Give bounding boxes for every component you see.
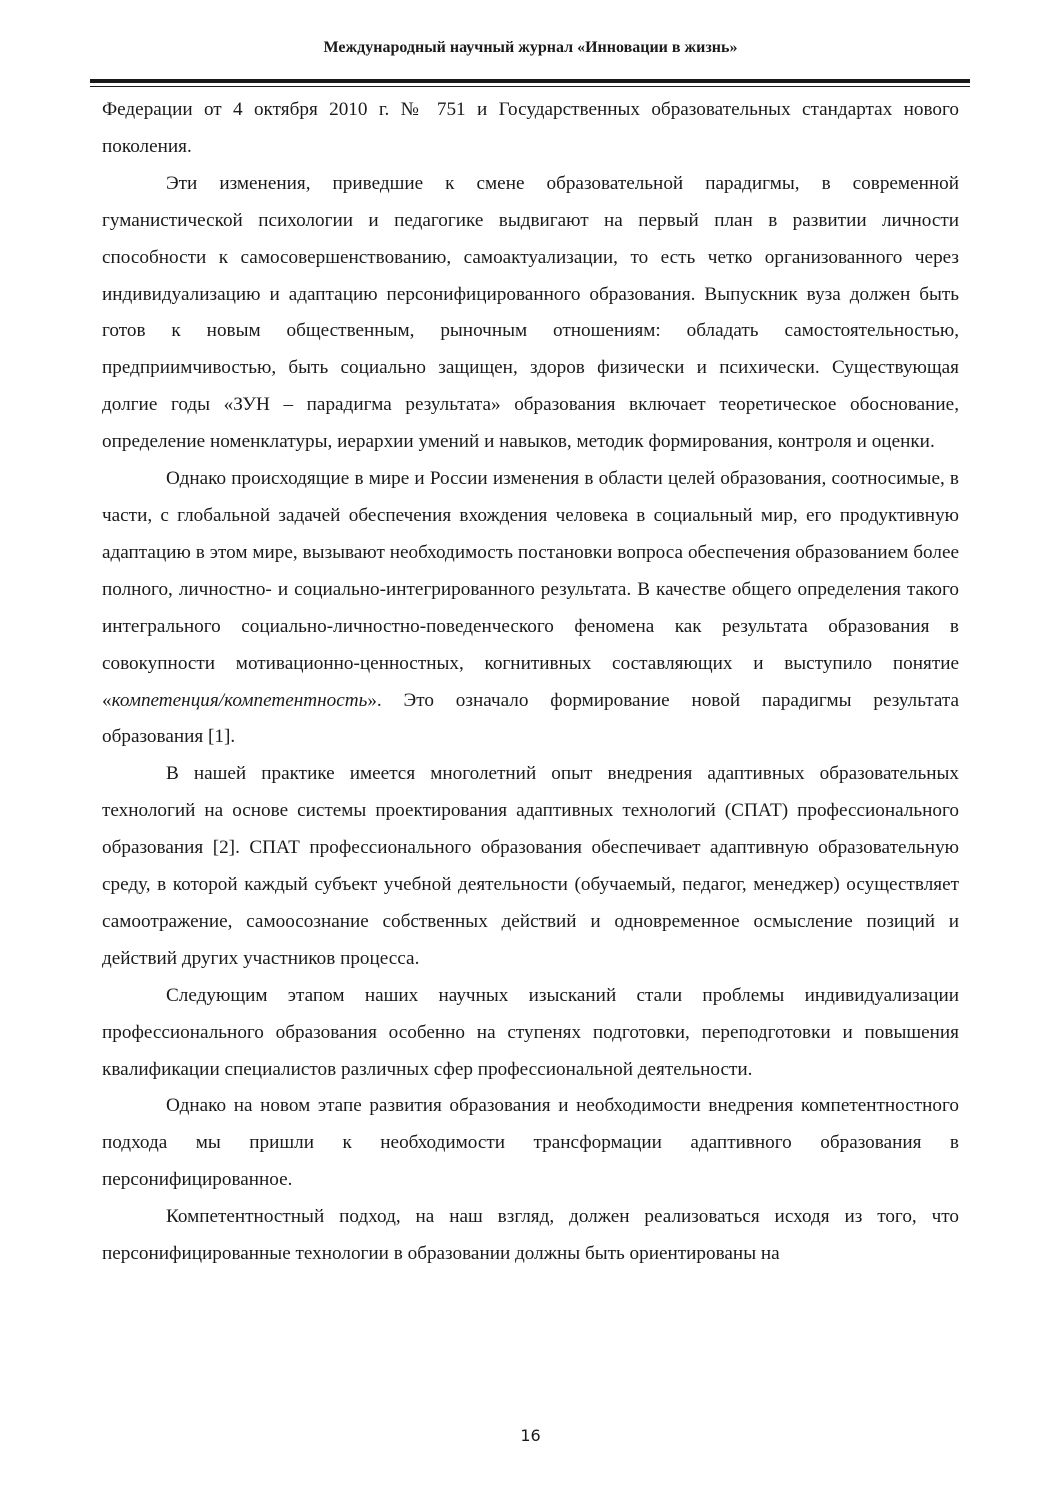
paragraph-2: Эти изменения, приведшие к смене образовательной парадигмы, в современной гуманистической психологии и педагогике выдвигают на первый план в развитии личности способности к самосовершенствованию, самоактуализации, то есть четко организованного через индивидуализацию и адаптацию персонифицированного образования. Выпускник вуза должен быть готов к новым общественным, рыночным отношениям: обладать самостоятельностью, предприимчивостью, быть социально защищен, здоров физически и психически. Существующая долгие годы «ЗУН – парадигма результата» образования включает теоретическое обоснование, определение номенклатуры, иерархии умений и навыков, методик формирования, контроля и оценки. bbox=[102, 172, 959, 453]
paragraph-6: Однако на новом этапе развития образования и необходимости внедрения компетентностного подхода мы пришли к необходимости трансформации адаптивного образования в персонифицированное. bbox=[102, 1095, 959, 1191]
header-rule-thin bbox=[90, 86, 970, 87]
journal-header: Международный научный журнал «Инновации в жизнь» bbox=[323, 39, 738, 56]
header-rule-thick bbox=[90, 79, 970, 83]
paragraph-3 bbox=[102, 461, 959, 756]
paragraph-3-emphasis: компетенция/компетентность bbox=[111, 689, 368, 711]
page-number: 16 bbox=[520, 1426, 541, 1445]
paragraph-4: В нашей практике имеется многолетний опыт внедрения адаптивных образовательных технологий на основе системы проектирования адаптивных технологий (СПАТ) профессионального образования [2]. СПАТ профессионального образования обеспечивает адаптивную образовательную среду, в которой каждый субъект учебной деятельности (обучаемый, педагог, менеджер) осуществляет самоотражение, самоосознание собственных действий и одновременное осмысление позиций и действий других участников процесса. bbox=[102, 763, 959, 969]
paragraph-7: Компетентностный подход, на наш взгляд, должен реализоваться исходя из того, что персонифицированные технологии в образовании должны быть ориентированы на bbox=[102, 1206, 959, 1265]
paragraph-3-text-after: ». Это означало формирование новой парадигмы результата образования [1]. bbox=[102, 689, 959, 748]
article-body bbox=[102, 92, 959, 1273]
paragraph-1: Федерации от 4 октября 2010 г. № 751 и Государственных образовательных стандартах нового поколения. bbox=[102, 99, 959, 157]
paragraph-5: Следующим этапом наших научных изысканий стали проблемы индивидуализации профессионального образования особенно на ступенях подготовки, переподготовки и повышения квалификации специалистов различных сфер профессиональной деятельности. bbox=[102, 984, 959, 1080]
paragraph-3-text-before: Однако происходящие в мире и России изменения в области целей образования, соотносимые, в части, с глобальной задачей обеспечения вхождения человека в социальный мир, его продуктивную адаптацию в этом мире, вызывают необходимость постановки вопроса обеспечения образованием более полного, личностно- и социально-интегрированного результата. В качестве общего определения такого интегрального социально-личностно-поведенческого феномена как результата образования в совокупности мотивационно-ценностных, когнитивных составляющих и выступило понятие « bbox=[102, 468, 959, 711]
